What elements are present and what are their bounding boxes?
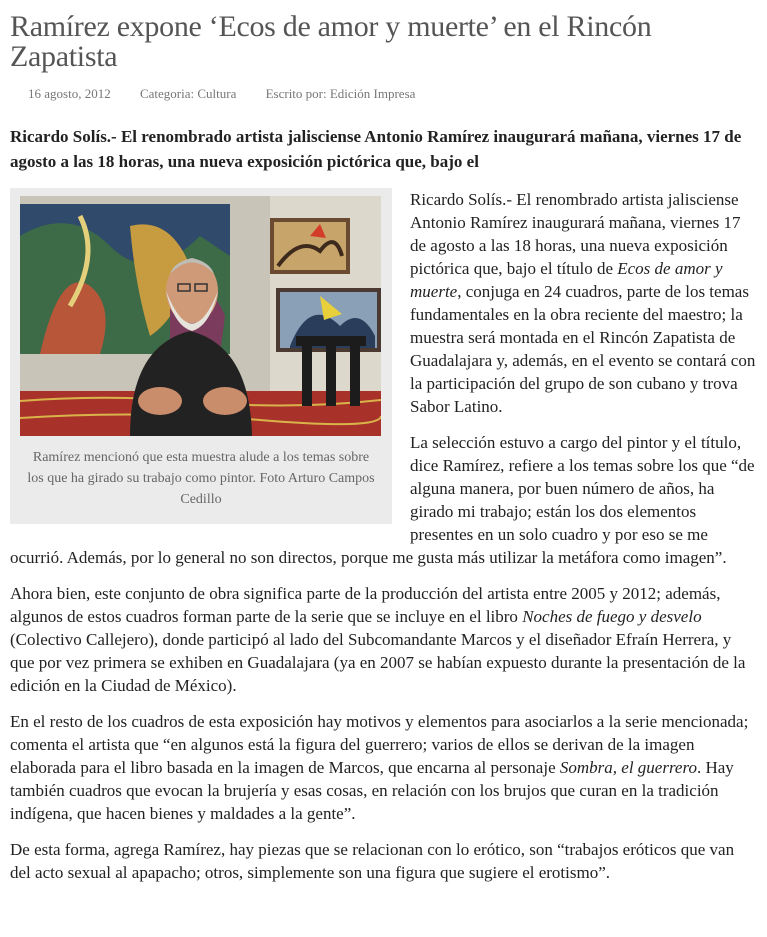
photo-figure xyxy=(10,188,392,524)
paragraph-4: En el resto de los cuadros de esta exposición hay motivos y elementos para asociarlos a la serie mencionada; comenta el artista que “en algunos está la figura del guerrero; varios de ellos se derivan de la imagen elaborada para el libro basada en la imagen de Marcos, que encarna al personaje Sombra, el guerrero. Hay también cuadros que evocan la brujería y esas cosas, en relación con los brujos que curan en la tradición indígena, que hacen bienes y maldades a la gente”. xyxy=(10,712,749,823)
article-category[interactable]: Categoria: Cultura xyxy=(139,86,237,101)
photo-caption: Ramírez mencionó que esta muestra alude a los temas sobre los que ha girado su trabajo como pintor. Foto Arturo Campos Cedillo xyxy=(27,450,375,507)
article-body xyxy=(10,188,757,884)
article-author[interactable]: Escrito por: Edición Impresa xyxy=(265,86,416,101)
artist-photo[interactable] xyxy=(20,196,381,436)
paragraph-2: La selección estuvo a cargo del pintor y el título, dice Ramírez, refiere a los temas sobre los que “de alguna manera, por buen número de años, ha girado mi trabajo; están los dos elementos presentes en un solo cuadro y por eso se me ocurrió. Además, por lo general no son directos, porque me gusta más utilizar la metáfora como imagen”. xyxy=(10,433,755,567)
article-meta xyxy=(10,86,757,102)
paragraph-3: Ahora bien, este conjunto de obra significa parte de la producción del artista entre 2005 y 2012; además, algunos de estos cuadros forman parte de la serie que se incluye en el libro Noches de fuego y desvelo (Colectivo Callejero), donde participó al lado del Subcomandante Marcos y el diseñador Efraín Herrera, y que por vez primera se exhiben en Guadalajara (ya en 2007 se habían expuesto durante la presentación de la edición en la Ciudad de México). xyxy=(10,584,746,695)
paragraph-1: Ricardo Solís.- El renombrado artista jalisciense Antonio Ramírez inaugurará mañana, viernes 17 de agosto a las 18 horas, una nueva exposición pictórica que, bajo el título de Ecos de amor y muerte, conjuga en 24 cuadros, parte de los temas fundamentales en la obra reciente del maestro; la muestra será montada en el Rincón Zapatista de Guadalajara y, además, en el evento se contará con la participación del grupo de son cubano y trova Sabor Latino. xyxy=(410,190,756,416)
paragraph-5: De esta forma, agrega Ramírez, hay piezas que se relacionan con lo erótico, son “trabajos eróticos que van del acto sexual al apapacho; otros, simplemente son una figura que sugiere el erotismo”. xyxy=(10,840,735,882)
article-date: 16 agosto, 2012 xyxy=(28,86,111,101)
article-title: Ramírez expone ‘Ecos de amor y muerte’ en el Rincón Zapatista xyxy=(10,10,652,73)
article-lead: Ricardo Solís.- El renombrado artista jalisciense Antonio Ramírez inaugurará mañana, viernes 17 de agosto a las 18 horas, una nueva exposición pictórica que, bajo el xyxy=(10,127,742,171)
